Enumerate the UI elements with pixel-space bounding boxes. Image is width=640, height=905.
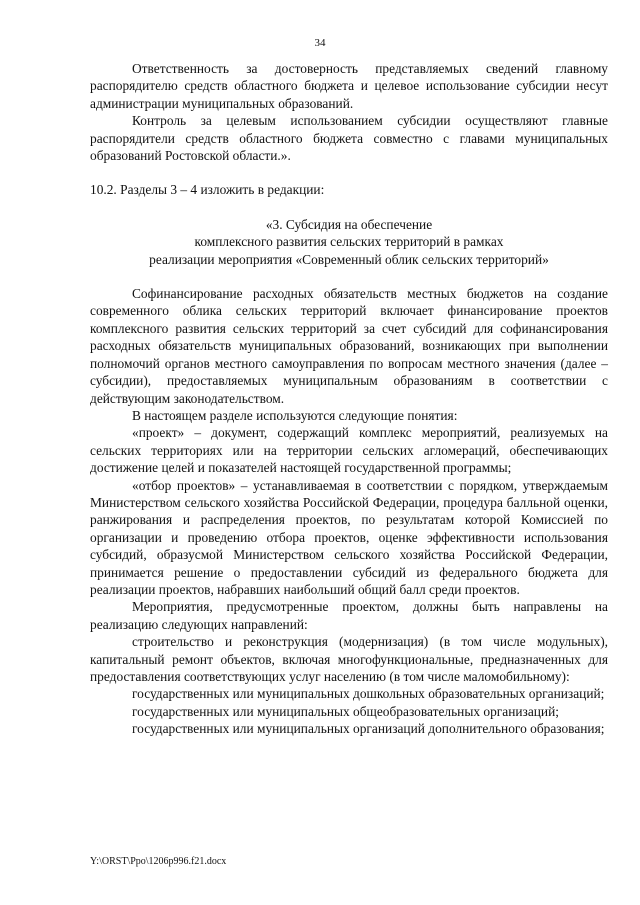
footer-file-path: Y:\ORST\Ppo\1206p996.f21.docx — [90, 856, 227, 867]
section-intro: 10.2. Разделы 3 – 4 изложить в редакции: — [90, 182, 325, 198]
paragraph: государственных или муниципальных общеобразовательных организаций; — [132, 703, 559, 719]
paragraph: Мероприятия, предусмотренные проектом, должны быть направлены на реализацию следующих направлений: — [90, 599, 608, 632]
page-number: 34 — [314, 37, 326, 49]
heading-line: комплексного развития сельских территорий в рамках — [194, 234, 504, 250]
paragraph: «проект» – документ, содержащий комплекс мероприятий, реализуемых на сельских территориях или на территории сельских агломераций, обеспечивающих достижение целей и показателей настоящей государственной программы; — [90, 425, 608, 476]
paragraph: государственных или муниципальных дошкольных образовательных организаций; — [132, 686, 605, 702]
heading-line: «3. Субсидия на обеспечение — [265, 216, 433, 232]
paragraph: государственных или муниципальных организаций дополнительного образования; — [132, 721, 605, 737]
heading-line: реализации мероприятия «Современный облик сельских территорий» — [149, 251, 549, 267]
paragraph: Контроль за целевым использованием субсидии осуществляют главные распорядители средств областного бюджета совместно с главами муниципальных образований Ростовской области.». — [90, 113, 608, 164]
section-heading — [90, 216, 608, 268]
paragraph: В настоящем разделе используются следующие понятия: — [132, 407, 458, 423]
paragraph: Ответственность за достоверность представляемых сведений главному распорядителю средств областного бюджета и целевое использование субсидии несут администрации муниципальных образований. — [90, 61, 608, 111]
document-body — [90, 60, 608, 738]
paragraph: Софинансирование расходных обязательств местных бюджетов на создание современного облика сельских территорий включает финансирование проектов комплексного развития сельских территорий за счет субсидий для софинансирования расходных обязательств муниципальных образований, возникающих при выполнении полномочий органов местного самоуправления по вопросам местного значения (далее – субсидии), предоставляемых муниципальным образованиям в соответствии с действующим законодательством. — [90, 286, 608, 406]
paragraph: «отбор проектов» – устанавливаемая в соответствии с порядком, утверждаемым Министерством сельского хозяйства Российской Федерации, процедура балльной оценки, ранжирования и распределения проектов, по результатам которой Комиссией по организации и проведению отбора проектов, оценке эффективности использования субсидий, образусмой Министерством сельского хозяйства Российской Федерации, принимается решение о предоставлении субсидий из федерального бюджета для реализации проектов, набравших наибольший общий балл среди проектов. — [90, 477, 608, 597]
paragraph: строительство и реконструкция (модернизация) (в том числе модульных), капитальный ремонт объектов, включая многофункциональные, предназначенных для предоставления соответствующих услуг населению (в том числе маломобильному): — [90, 634, 608, 684]
